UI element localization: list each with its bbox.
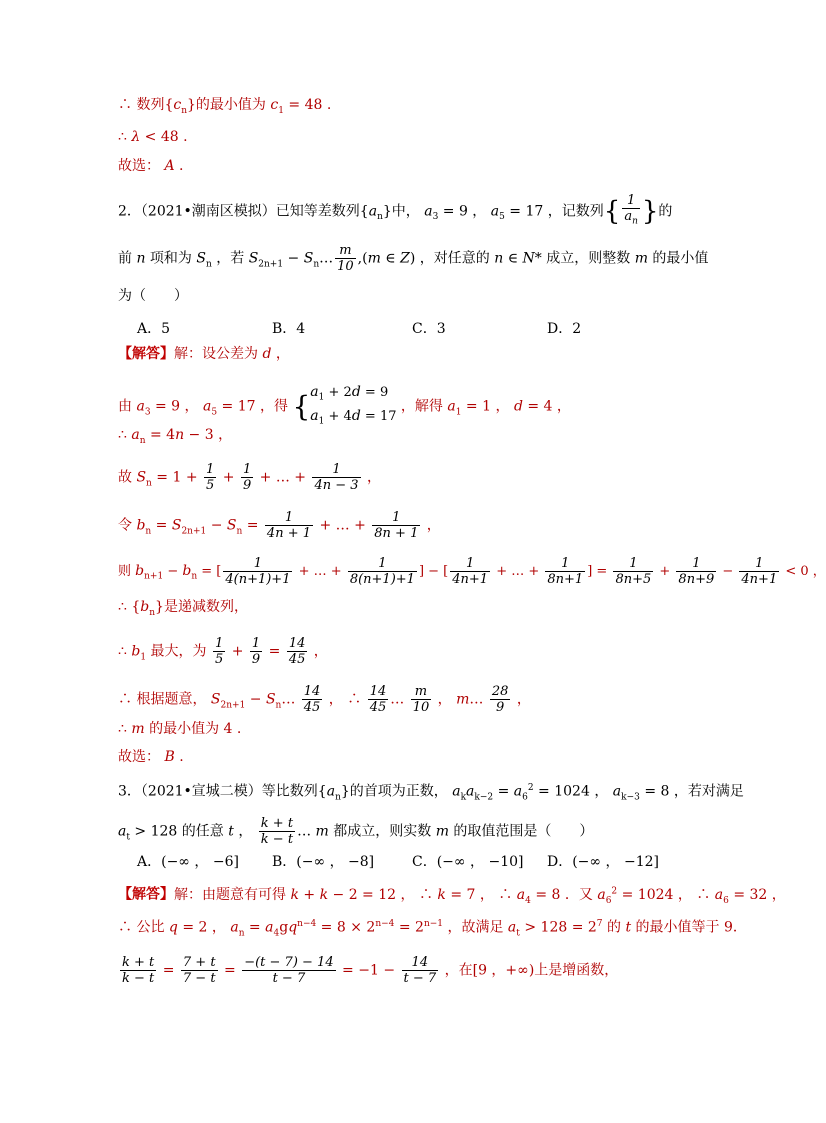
q2-sol-line7: ∴ $\{b_n\}$是递减数列， (118, 599, 248, 618)
q2-stem-line2: 前 n 项和为 $S_n$ ，若 $S_{2n+1}$ − $S_n\dots$ $\frac{m}{10}$ ,(m ∈ Z) ，对任意的 n ∈ N* 成立，则整数 m 的最小值 (118, 243, 709, 274)
q3-sol-line2: ∴ 公比 q = 2 ， $a_n = a_4gq^{n-4} = 8 \times 2^{n-4} = 2^{n-1}$ ，故满足 $a_t > 128 = 2^7$ 的 t 的最小值等于 9． (118, 919, 747, 939)
q2-option-a[interactable]: A．5 (137, 321, 171, 337)
line-choose-a: 故选： A . (118, 158, 184, 174)
q3-option-a[interactable]: A．(−∞ ， −6] (137, 854, 239, 870)
q2-sol-line3: ∴ $a_n = 4n - 3$ ， (118, 427, 233, 446)
q2-option-c[interactable]: C．3 (412, 321, 446, 337)
q2-stem-line3: 为（ ） (118, 288, 188, 304)
q2-sol-line11: 故选： B . (118, 749, 184, 765)
q2-sol-line9: ∴ 根据题意， $S_{2n+1}$ − $S_n\dots$ $\frac{14}{45}$ ， ∴ $\frac{14}{45}$ … $\frac{m}{10}$ ， m… $\frac{28}{9}$ ， (118, 684, 531, 715)
answer-tag: 【解答】 (118, 886, 174, 903)
q3-option-b[interactable]: B．(−∞ ， −8] (272, 854, 375, 870)
q3-stem-line2: $a_t > 128$ 的任意 t ， $\frac{k + t}{k - t}$ … m 都成立，则实数 m 的取值范围是（ ） (118, 816, 594, 847)
q3-stem-line1: 3．（2021•宣城二模）等比数列$\{a_n\}$的首项为正数， $a_ka_{k-2} = a_6^2 = 1024$ ， $a_{k-3} = 8$ ，若对满足 (118, 783, 744, 803)
q2-sol-line6: 则 $b_{n+1} - b_n$ = [ $\frac{1}{4(n+1)+1}$ + … + $\frac{1}{8(n+1)+1}$ ] − [ $\frac{1}{4n+1}$ + … + $\frac{1}{8n+1}$ ] = $\frac{1}{8n+5}$ + $\frac{1}{8n+9}$ − $\frac{1}{4n+1}$ < 0 ， (118, 556, 826, 587)
line-c-min: ∴ 数列$\{c_n\}$的最小值为 $c_1 = 48$ . (118, 97, 332, 116)
q3-sol-line1: 【解答】解：由题意有可得 k + k − 2 = 12 ， ∴ k = 7 ， ∴ $a_4 = 8$ ．又 $a_6^2 = 1024$ ， ∴ $a_6 = 32$ ， (118, 886, 786, 906)
q2-sol-line10: ∴ m 的最小值为 4 . (118, 721, 242, 737)
q2-sol-line8: ∴ $b_1$ 最大，为 $\frac{1}{5}$ + $\frac{1}{9}$ = $\frac{14}{45}$ ， (118, 636, 328, 667)
text: 数列 (136, 97, 165, 113)
q2-sol-line5: 令 $b_n = S_{2n+1} - S_n$ = $\frac{1}{4n + 1}$ + … + $\frac{1}{8n + 1}$ ， (118, 510, 441, 541)
q3-option-d[interactable]: D．(−∞ ， −12] (547, 854, 659, 870)
q2-option-d[interactable]: D．2 (547, 321, 582, 337)
q2-option-b[interactable]: B．4 (272, 321, 306, 337)
q2-sol-line2: 由 $a_3 = 9$ ， $a_5 = 17$ ，得 {$a_1 + 2d = 9$ $a_1 + 4d = 17$ ，解得 $a_1 = 1$ ， d = 4 ， (118, 384, 571, 427)
q2-sol-line1: 【解答】解：设公差为 d ， (118, 346, 290, 362)
line-lambda: ∴ λ < 48 . (118, 129, 188, 145)
q3-sol-line3: $\frac{k + t}{k - t}$ = $\frac{7 + t}{7 - t}$ = $\frac{-(t - 7) - 14}{t - 7}$ = −1 − $\frac{14}{t - 7}$ ，在[9 ，+∞)上是增函数， (122, 955, 619, 986)
answer-tag: 【解答】 (118, 346, 174, 362)
q2-stem-line1: 2．（2021•潮南区模拟）已知等差数列$\{a_n\}$中， $a_3 = 9$ ， $a_5 = 17$ ，记数列{ $\frac{1}{a_n}$ }的 (118, 193, 673, 227)
q2-sol-line4: 故 $S_n = 1$ + $\frac{1}{5}$ + $\frac{1}{9}$ + … + $\frac{1}{4n - 3}$ ， (118, 462, 382, 493)
q3-option-c[interactable]: C．(−∞ ， −10] (412, 854, 524, 870)
